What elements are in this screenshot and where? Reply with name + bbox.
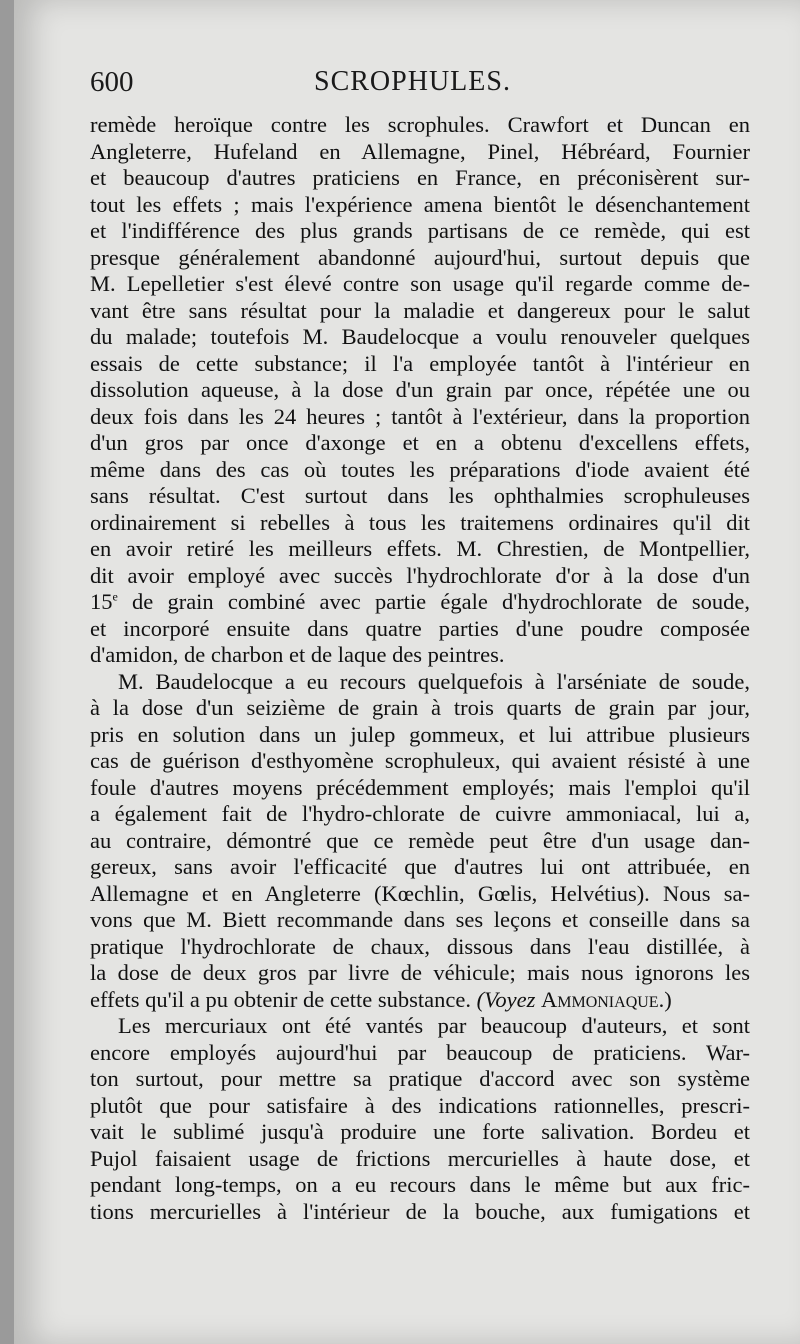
voyez-reference: (Voyez xyxy=(476,986,536,1012)
book-page xyxy=(14,0,800,1344)
text-line: la dose de deux gros par livre de véhicule; mais nous ignorons les xyxy=(90,960,750,985)
text-line: presque généralement abandonné aujourd'hui, surtout depuis que xyxy=(90,244,750,270)
text-line: gereux, sans avoir l'efficacité que d'autres lui ont attribuée, en xyxy=(90,854,750,879)
text-line: remède heroïque contre les scrophules. Crawfort et Duncan en xyxy=(90,112,750,137)
paragraph-2 xyxy=(90,669,750,1014)
text-fragment: de grain combiné avec partie égale d'hydrochlorate de soude, xyxy=(117,589,750,614)
text-line: a également fait de l'hydro-chlorate de cuivre ammoniacal, lui a, xyxy=(90,801,750,826)
paragraph-3 xyxy=(90,1013,750,1225)
text-line: du malade; toutefois M. Baudelocque a voulu renouveler quelques xyxy=(90,324,750,349)
text-line: plutôt que pour satisfaire à des indications rationnelles, prescri- xyxy=(90,1092,750,1118)
running-title: SCROPHULES. xyxy=(314,66,511,97)
text-line: ordinairement si rebelles à tous les traitemens ordinaires qu'il dit xyxy=(90,509,750,535)
text-fragment: effets qu'il a pu obtenir de cette substance. xyxy=(90,986,472,1012)
text-line: M. Lepelletier s'est élevé contre son usage qu'il regarde comme de- xyxy=(90,271,750,296)
text-fragment: 15 xyxy=(90,589,113,614)
text-line: en avoir retiré les meilleurs effets. M. Chrestien, de Montpellier, xyxy=(90,536,750,561)
text-line: Allemagne et en Angleterre (Kœchlin, Gœlis, Helvétius). Nous sa- xyxy=(90,880,750,906)
text-line: foule d'autres moyens précédemment employés; mais l'emploi qu'il xyxy=(90,774,750,800)
text-line xyxy=(90,589,750,616)
text-line: encore employés aujourd'hui par beaucoup de praticiens. War- xyxy=(90,1039,750,1065)
page-number: 600 xyxy=(90,66,134,98)
text-line: M. Baudelocque a eu recours quelquefois à l'arséniate de soude, xyxy=(118,668,750,694)
text-line: dit avoir employé avec succès l'hydrochlorate d'or à la dose d'un xyxy=(90,562,750,588)
text-line: ton surtout, pour mettre sa pratique d'accord avec son système xyxy=(90,1066,750,1091)
text-line: pendant long-temps, on a eu recours dans le même but aux fric- xyxy=(90,1172,750,1197)
text-line: essais de cette substance; il l'a employée tantôt à l'intérieur en xyxy=(90,350,750,376)
text-line: tout les effets ; mais l'expérience amena bientôt le désenchantement xyxy=(90,191,750,217)
text-line: et incorporé ensuite dans quatre parties d'une poudre composée xyxy=(90,615,750,641)
text-line: tions mercurielles à l'intérieur de la bouche, aux fumigations et xyxy=(90,1198,750,1224)
text-line: pratique l'hydrochlorate de chaux, dissous dans l'eau distillée, à xyxy=(90,933,750,959)
body-text xyxy=(90,112,750,1225)
ammoniaque-reference: Ammoniaque.) xyxy=(541,986,672,1012)
superscript: e xyxy=(112,589,118,604)
text-line: d'un gros par once d'axonge et en a obtenu d'excellens effets, xyxy=(90,430,750,455)
page-header xyxy=(90,66,750,106)
text-line: cas de guérison d'esthyomène scrophuleux, qui avaient résisté à une xyxy=(90,748,750,773)
paragraph-1 xyxy=(90,112,750,669)
text-line: au contraire, démontré que ce remède peut être d'un usage dan- xyxy=(90,827,750,853)
text-line: vait le sublimé jusqu'à produire une forte salivation. Bordeu et xyxy=(90,1119,750,1144)
text-line: pris en solution dans un julep gommeux, et lui attribue plusieurs xyxy=(90,721,750,747)
text-line: même dans des cas où toutes les préparations d'iode avaient été xyxy=(90,456,750,482)
text-line xyxy=(90,987,750,1014)
text-line: Les mercuriaux ont été vantés par beaucoup d'auteurs, et sont xyxy=(118,1013,750,1038)
text-line: sans résultat. C'est surtout dans les ophthalmies scrophuleuses xyxy=(90,483,750,508)
text-line: Pujol faisaient usage de frictions mercurielles à haute dose, et xyxy=(90,1145,750,1171)
text-line: à la dose d'un seizième de grain à trois quarts de grain par jour, xyxy=(90,695,750,720)
text-line: vons que M. Biett recommande dans ses leçons et conseille dans sa xyxy=(90,907,750,932)
text-line: deux fois dans les 24 heures ; tantôt à l'extérieur, dans la proportion xyxy=(90,403,750,429)
text-line: vant être sans résultat pour la maladie et dangereux pour le salut xyxy=(90,297,750,323)
text-line: d'amidon, de charbon et de laque des peintres. xyxy=(90,642,505,667)
text-line: et beaucoup d'autres praticiens en France, en préconisèrent sur- xyxy=(90,165,750,190)
text-line: Angleterre, Hufeland en Allemagne, Pinel, Hébréard, Fournier xyxy=(90,138,750,164)
text-line: et l'indifférence des plus grands partisans de ce remède, qui est xyxy=(90,218,750,243)
text-line: dissolution aqueuse, à la dose d'un grain par once, répétée une ou xyxy=(90,377,750,402)
